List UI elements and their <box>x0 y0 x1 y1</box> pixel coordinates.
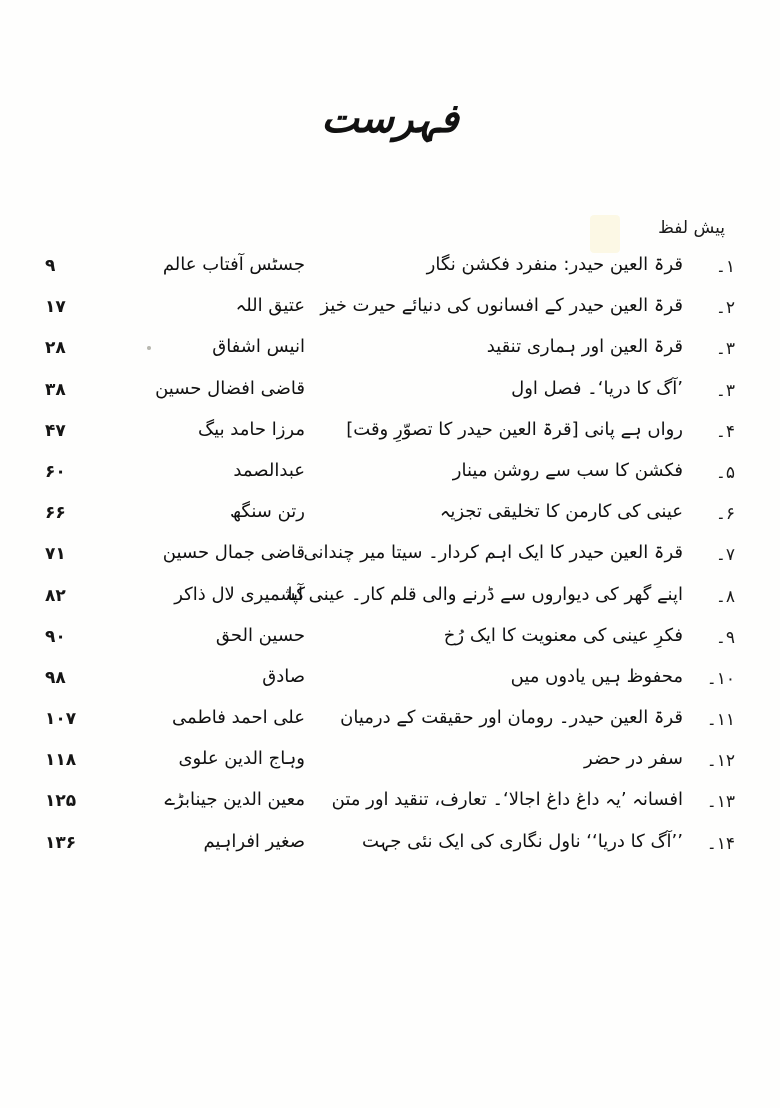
entry-author: عتیق اللہ <box>235 295 305 317</box>
toc-row <box>45 250 735 291</box>
entry-author: انیس اشفاق <box>212 336 305 358</box>
entry-title: اپنے گھر کی دیواروں سے ڈرنے والی قلم کار۔ عینی آپا <box>287 583 683 605</box>
entry-number: ۱۳۔ <box>706 792 735 813</box>
entry-number: ۹۔ <box>715 627 735 648</box>
entry-number: ۶۔ <box>715 504 735 525</box>
page-title: فہرست <box>321 95 459 142</box>
entry-number: ۸۔ <box>715 586 735 607</box>
preface-entry: پیش لفظ <box>658 218 725 238</box>
entry-author: معین الدین جینابڑے <box>164 789 305 811</box>
toc-row <box>45 703 735 744</box>
toc-row <box>45 621 735 662</box>
entry-page-number: ۱۱۸ <box>45 750 77 771</box>
toc-row <box>45 744 735 785</box>
toc-row <box>45 415 735 456</box>
entry-title: قرۃ العین حیدر کا ایک اہم کردار۔ سیتا میر چندانی <box>303 542 683 564</box>
toc-row <box>45 291 735 332</box>
entry-author: عبدالصمد <box>233 459 305 481</box>
entry-author: جسٹس آفتاب عالم <box>162 254 305 275</box>
entry-page-number: ۶۰ <box>45 461 66 482</box>
entry-title: قرۃ العین حیدر۔ رومان اور حقیقت کے درمیان <box>340 707 683 729</box>
entry-title: قرۃ العین اور ہماری تنقید <box>486 336 683 358</box>
entry-title: عینی کی کارمن کا تخلیقی تجزیہ <box>439 501 683 523</box>
entry-author: کشمیری لال ذاکر <box>174 583 305 605</box>
toc-row <box>45 538 735 579</box>
entry-page-number: ۹ <box>45 256 56 276</box>
table-of-contents <box>45 250 735 868</box>
entry-title: رواں ہے پانی [قرۃ العین حیدر کا تصوّرِ وقت] <box>346 418 683 440</box>
entry-page-number: ۲۸ <box>45 338 66 359</box>
entry-number: ۳۔ <box>715 380 735 401</box>
entry-number: ۳۔ <box>715 339 735 360</box>
toc-row <box>45 374 735 415</box>
entry-author: قاضی جمال حسین <box>162 542 305 564</box>
entry-author: حسین الحق <box>215 624 305 646</box>
entry-number: ۵۔ <box>715 462 735 483</box>
entry-title: سفر در حضر <box>584 748 683 770</box>
entry-title: ’’آگ کا دریا‘‘ ناول نگاری کی ایک نئی جہت <box>362 830 683 852</box>
entry-number: ۱۔ <box>715 257 735 277</box>
entry-title: ’آگ کا دریا‘۔ فصل اول <box>511 377 683 399</box>
entry-page-number: ۱۷ <box>45 297 66 318</box>
toc-row <box>45 785 735 826</box>
entry-page-number: ۱۲۵ <box>45 791 77 812</box>
entry-page-number: ۹۸ <box>45 667 66 688</box>
entry-author: صادق <box>262 665 305 687</box>
entry-page-number: ۸۲ <box>45 585 66 606</box>
entry-number: ۱۱۔ <box>706 710 735 731</box>
entry-author: وہاج الدین علوی <box>178 748 305 770</box>
entry-author: صغیر افراہیم <box>203 830 305 852</box>
entry-number: ۱۲۔ <box>706 751 735 772</box>
entry-page-number: ۶۶ <box>45 503 66 524</box>
toc-row <box>45 662 735 703</box>
entry-author: قاضی افضال حسین <box>155 377 305 399</box>
entry-page-number: ۱۰۷ <box>45 709 77 730</box>
entry-title: محفوظ ہیں یادوں میں <box>510 665 683 687</box>
toc-row <box>45 497 735 538</box>
entry-title: قرۃ العین حیدر کے افسانوں کی دنیائے حیرت خیز <box>320 295 683 317</box>
entry-page-number: ۹۰ <box>45 626 66 647</box>
entry-page-number: ۷۱ <box>45 544 66 565</box>
entry-author: علی احمد فاطمی <box>172 707 305 729</box>
entry-number: ۱۰۔ <box>706 668 735 689</box>
entry-title: قرۃ العین حیدر: منفرد فکشن نگار <box>426 254 683 275</box>
toc-row <box>45 580 735 621</box>
entry-title: افسانہ ’یہ داغ داغ اجالا‘۔ تعارف، تنقید اور متن <box>331 789 683 811</box>
entry-author: مرزا حامد بیگ <box>198 418 305 440</box>
toc-row <box>45 827 735 868</box>
toc-row <box>45 456 735 497</box>
entry-page-number: ۳۸ <box>45 379 66 400</box>
entry-title: فکرِ عینی کی معنویت کا ایک رُخ <box>443 624 683 646</box>
entry-number: ۱۴۔ <box>706 833 735 854</box>
entry-title: فکشن کا سب سے روشن مینار <box>452 459 683 481</box>
entry-page-number: ۱۳۶ <box>45 832 77 853</box>
toc-row <box>45 332 735 373</box>
entry-number: ۴۔ <box>715 421 735 442</box>
entry-page-number: ۴۷ <box>45 420 66 441</box>
entry-number: ۲۔ <box>715 298 735 319</box>
paper-stain <box>590 215 620 253</box>
entry-author: رتن سنگھ <box>230 501 305 523</box>
entry-number: ۷۔ <box>715 545 735 566</box>
